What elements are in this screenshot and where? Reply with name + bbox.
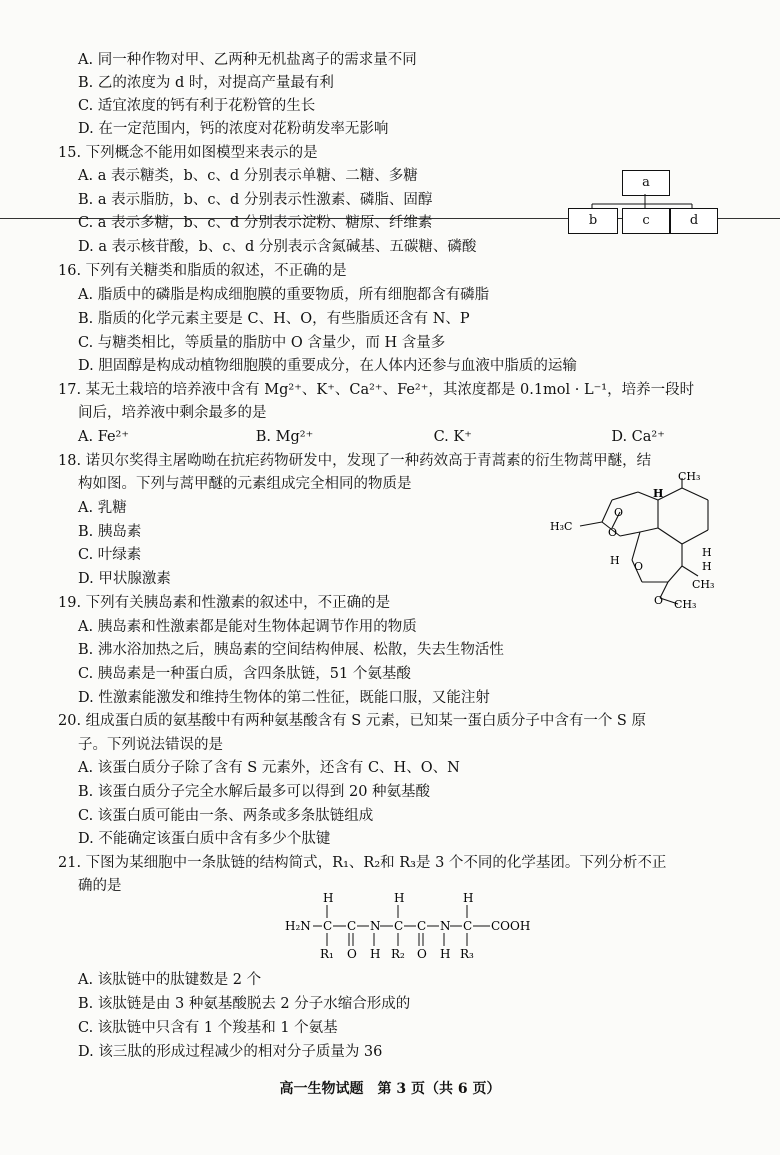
q18-option-b: B. 胰岛素 xyxy=(78,524,142,540)
formula-h2n: H₂N xyxy=(285,919,311,933)
q20-option-c: C. 该蛋白质可能由一条、两条或多条肽链组成 xyxy=(78,808,374,824)
formula-o1: O xyxy=(347,947,357,961)
diagram-box-b: b xyxy=(568,208,618,234)
q21-option-c: C. 该肽链中只含有 1 个羧基和 1 个氨基 xyxy=(78,1020,338,1036)
label-h-right1: H xyxy=(702,546,712,559)
q20-option-a: A. 该蛋白质分子除了含有 S 元素外，还含有 C、H、O、N xyxy=(78,760,460,776)
label-o2: O xyxy=(608,526,618,539)
label-o-bottom: O xyxy=(654,594,664,607)
formula-o2: O xyxy=(417,947,427,961)
q19-option-d: D. 性激素能激发和维持生物体的第二性征，既能口服，又能注射 xyxy=(78,690,490,706)
formula-h1: H xyxy=(323,891,334,905)
diagram-box-a: a xyxy=(622,170,670,196)
q20-option-d: D. 不能确定该蛋白质中含有多少个肽键 xyxy=(78,831,331,847)
formula-c4: C xyxy=(417,919,427,933)
label-h3c-left: H₃C xyxy=(550,520,573,533)
label-ch3-right: CH₃ xyxy=(692,578,715,591)
q17-stem-line1: 17. 某无土栽培的培养液中含有 Mg²⁺、K⁺、Ca²⁺、Fe²⁺，其浓度都是 0.1mol · L⁻¹，培养一段时 xyxy=(58,382,695,398)
q16-option-d: D. 胆固醇是构成动植物细胞膜的重要成分，在人体内还参与血液中脂质的运输 xyxy=(78,358,577,374)
q16-option-c: C. 与糖类相比，等质量的脂肪中 O 含量少，而 H 含量多 xyxy=(78,335,446,351)
q16-option-b: B. 脂质的化学元素主要是 C、H、O，有些脂质还含有 N、P xyxy=(78,311,470,327)
q17-option-b: B. Mg²⁺ xyxy=(255,429,314,445)
formula-c2: C xyxy=(347,919,357,933)
formula-h2: H xyxy=(394,891,405,905)
q16-stem: 16. 下列有关糖类和脂质的叙述，不正确的是 xyxy=(58,263,347,279)
label-h-right2: H xyxy=(702,560,712,573)
formula-c3: C xyxy=(394,919,404,933)
q15-stem: 15. 下列概念不能用如图模型来表示的是 xyxy=(58,145,318,161)
q21-option-d: D. 该三肽的形成过程减少的相对分子质量为 36 xyxy=(78,1044,383,1060)
label-h-top: H xyxy=(653,487,664,500)
q21-stem-line1: 21. 下图为某细胞中一条肽链的结构简式，R₁、R₂和 R₃是 3 个不同的化学基团。下列分析不正 xyxy=(58,855,667,871)
q14-option-c: C. 适宜浓度的钙有利于花粉管的生长 xyxy=(78,98,316,114)
q21-stem-line2: 确的是 xyxy=(78,878,122,894)
label-h-left: H xyxy=(610,554,620,567)
q19-option-c: C. 胰岛素是一种蛋白质，含四条肽链，51 个氨基酸 xyxy=(78,666,411,682)
label-o3: O xyxy=(634,560,644,573)
q18-stem-line2: 构如图。下列与蒿甲醚的元素组成完全相同的物质是 xyxy=(78,476,412,492)
q18-stem-line1: 18. 诺贝尔奖得主屠呦呦在抗疟药物研发中，发现了一种药效高于青蒿素的衍生物蒿甲醚，结 xyxy=(58,453,652,469)
q17-stem-line2: 间后，培养液中剩余最多的是 xyxy=(78,405,267,421)
diagram-box-d: d xyxy=(670,208,718,234)
q20-option-b: B. 该蛋白质分子完全水解后最多可以得到 20 种氨基酸 xyxy=(78,784,431,800)
diagram-box-c: c xyxy=(622,208,670,234)
formula-c1: C xyxy=(323,919,333,933)
q15-option-b: B. a 表示脂肪，b、c、d 分别表示性激素、磷脂、固醇 xyxy=(78,192,433,208)
q15-option-d: D. a 表示核苷酸，b、c、d 分别表示含氮碱基、五碳糖、磷酸 xyxy=(78,239,477,255)
q18-option-c: C. 叶绿素 xyxy=(78,547,142,563)
q21-option-a: A. 该肽链中的肽键数是 2 个 xyxy=(78,972,262,988)
q21-option-b: B. 该肽链是由 3 种氨基酸脱去 2 分子水缩合形成的 xyxy=(78,996,411,1012)
q17-options-row xyxy=(78,427,718,447)
q14-option-b: B. 乙的浓度为 d 时，对提高产量最有利 xyxy=(78,75,334,91)
artemether-structure xyxy=(550,470,730,615)
formula-h3: H xyxy=(463,891,474,905)
formula-h5: H xyxy=(440,947,451,961)
q19-stem: 19. 下列有关胰岛素和性激素的叙述中，不正确的是 xyxy=(58,595,391,611)
q18-option-a: A. 乳糖 xyxy=(78,500,127,516)
q17-option-a: A. Fe²⁺ xyxy=(78,429,130,445)
formula-r2: R₂ xyxy=(391,947,405,961)
formula-n1: N xyxy=(370,919,381,933)
formula-c5: C xyxy=(463,919,473,933)
page-footer: 高一生物试题 第 3 页（共 6 页） xyxy=(279,1081,501,1097)
formula-cooh: COOH xyxy=(491,919,531,933)
formula-n2: N xyxy=(440,919,451,933)
q19-option-b: B. 沸水浴加热之后，胰岛素的空间结构伸展、松散，失去生物活性 xyxy=(78,642,504,658)
q18-option-d: D. 甲状腺激素 xyxy=(78,571,171,587)
q16-option-a: A. 脂质中的磷脂是构成细胞膜的重要物质，所有细胞都含有磷脂 xyxy=(78,287,490,303)
q15-option-c: C. a 表示多糖，b、c、d 分别表示淀粉、糖原、纤维素 xyxy=(78,215,433,231)
label-ch3-bottom: CH₃ xyxy=(674,598,697,611)
formula-h4: H xyxy=(370,947,381,961)
formula-r3: R₃ xyxy=(460,947,474,961)
tripeptide-formula xyxy=(285,888,545,968)
q14-option-d: D. 在一定范围内，钙的浓度对花粉萌发率无影响 xyxy=(78,121,389,137)
q20-stem-line1: 20. 组成蛋白质的氨基酸中有两种氨基酸含有 S 元素，已知某一蛋白质分子中含有一个 S 原 xyxy=(58,713,646,729)
label-ch3-top: CH₃ xyxy=(678,470,701,483)
q19-option-a: A. 胰岛素和性激素都是能对生物体起调节作用的物质 xyxy=(78,619,417,635)
q17-option-c: C. K⁺ xyxy=(433,429,472,445)
formula-r1: R₁ xyxy=(320,947,334,961)
label-o1: O xyxy=(614,506,624,519)
q17-option-d: D. Ca²⁺ xyxy=(611,429,665,445)
q20-stem-line2: 子。下列说法错误的是 xyxy=(78,737,223,753)
q14-option-a: A. 同一种作物对甲、乙两种无机盐离子的需求量不同 xyxy=(78,52,417,68)
q15-option-a: A. a 表示糖类，b、c、d 分别表示单糖、二糖、多糖 xyxy=(78,168,418,184)
